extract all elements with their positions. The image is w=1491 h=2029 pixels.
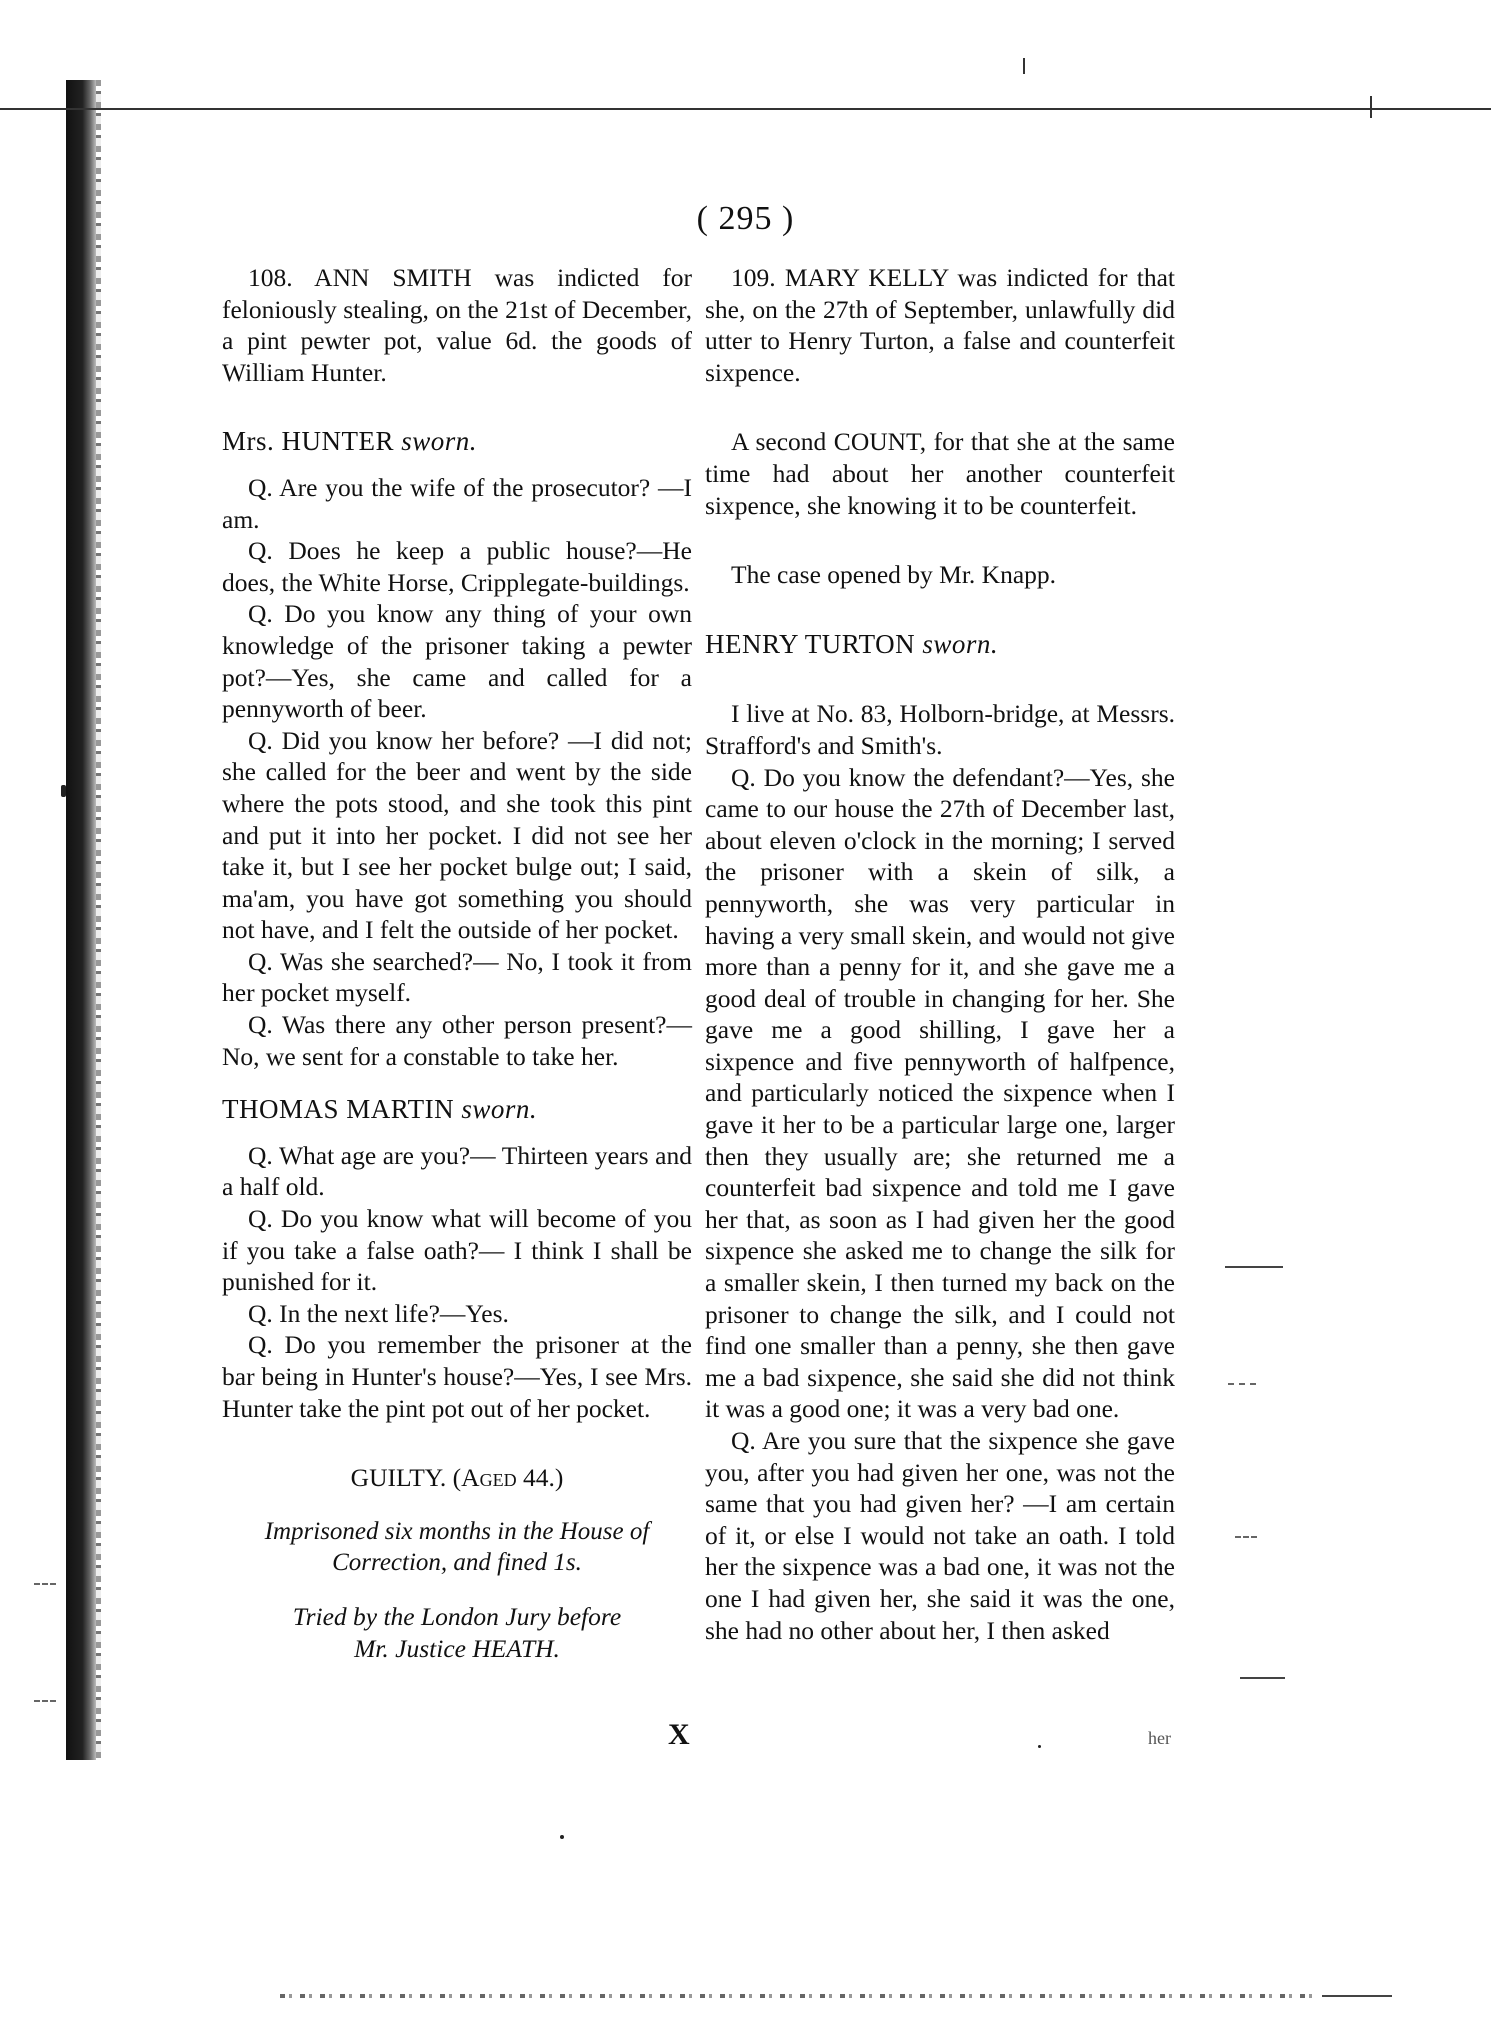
testimony-paragraph: Q. In the next life?—Yes. [248, 1298, 509, 1328]
margin-rule [1225, 1266, 1283, 1268]
witness-heading-turton [705, 629, 1175, 661]
testimony-paragraph: Q. Was there any other person present?—No, we sent for a constable to take her. [222, 1010, 692, 1071]
witness-heading-martin [222, 1094, 692, 1126]
margin-rule [1322, 1995, 1392, 1997]
right-column [705, 262, 1175, 1646]
scan-mark [1370, 96, 1372, 118]
scan-speck [1038, 1745, 1041, 1748]
margin-dash [1235, 1536, 1257, 1538]
witness-name: THOMAS MARTIN [222, 1094, 455, 1125]
scan-top-rule [0, 108, 1491, 110]
margin-rule [1240, 1677, 1285, 1679]
testimony-paragraph: Q. Does he keep a public house?—He does, the White Horse, Cripplegate-buildings. [222, 536, 692, 597]
second-count: A second COUNT, for that she at the same time had about her another counterfeit sixpence, she knowing it to be counterfeit. [705, 427, 1175, 520]
testimony-paragraph: Q. Do you remember the prisoner at the bar being in Hunter's house?—Yes, I see Mrs. Hunter take the pint pot out of her pocket. [222, 1330, 692, 1423]
testimony-paragraph: Q. Was she searched?— No, I took it from her pocket myself. [222, 946, 692, 1008]
case-opened: The case opened by Mr. Knapp. [731, 560, 1057, 590]
testimony-paragraph: Q. Did you know her before? —I did not; she called for the beer and went by the side where the pots stood, and she took this pint and put it into her pocket. I did not see her take it, but I see her pocket bulge out; I said, ma'am, you have got something you should not have, and I felt the outside of her pocket. [222, 725, 692, 945]
testimony-paragraph: I live at No. 83, Holborn-bridge, at Messrs. Strafford's and Smith's. [705, 699, 1175, 760]
scan-speck [61, 785, 66, 797]
margin-dash [1228, 1383, 1256, 1385]
testimony-paragraph: Q. Are you the wife of the prosecutor? —I am. [222, 472, 692, 534]
testimony-paragraph: Q. Do you know any thing of your own knowledge of the prisoner taking a pewter pot?—Yes, she came and called for a pennyworth of beer. [222, 599, 692, 724]
tried-by-line: Tried by the London Jury before [292, 1601, 622, 1631]
testimony-paragraph: Q. Are you sure that the sixpence she gave you, after you had given her one, was not the same that you had given her? —I am certain of it, or else I would not take an oath. I told her the sixpence was a bad one, it was not the one I had given her, she said it was the one, she had no other about her, I then asked [705, 1426, 1175, 1645]
signature-mark: X [668, 1718, 690, 1751]
sworn-label: sworn. [922, 628, 999, 659]
scan-mark [1023, 58, 1025, 74]
sentence: Imprisoned six months in the House of Correction, and fined 1s. [264, 1517, 650, 1577]
testimony-paragraph: Q. What age are you?— Thirteen years and a half old. [222, 1140, 692, 1202]
verdict: GUILTY. (Aged 44.) [350, 1463, 564, 1493]
case-108-indictment: 108. ANN SMITH was indicted for feloniously stealing, on the 21st of December, a pint pewter pot, value 6d. the goods of William Hunter. [222, 263, 692, 387]
witness-heading-hunter [222, 426, 692, 458]
spine-edge-texture [96, 80, 101, 1760]
left-column [222, 262, 692, 1664]
margin-dash [34, 1700, 56, 1702]
witness-name: HENRY TURTON [705, 628, 916, 659]
margin-dash [34, 1583, 56, 1585]
catchword: her [1148, 1728, 1171, 1748]
testimony-paragraph: Q. Do you know what will become of you if you take a false oath?— I think I shall be punished for it. [222, 1204, 692, 1297]
scan-bottom-noise [280, 1994, 1320, 1998]
scan-speck [560, 1835, 564, 1839]
sworn-label: sworn. [401, 426, 478, 457]
judge-line: Mr. Justice HEATH. [354, 1633, 560, 1663]
witness-name: Mrs. HUNTER [222, 426, 394, 457]
testimony-paragraph: Q. Do you know the defendant?—Yes, she came to our house the 27th of December last, about eleven o'clock in the morning; I served the prisoner with a skein of silk, a pennyworth, she was very particular in having a very small skein, and would not give more than a penny for it, and she gave me a good deal of trouble in changing for her. She gave me a good shilling, I gave her a sixpence and five pennyworth of halfpence, and particularly noticed the sixpence when I gave it her to be a particular large one, larger then they usually are; she returned me a counterfeit bad sixpence and told me I gave her that, as soon as I had given her the good sixpence she asked me to change the silk for a smaller skein, I then turned my back on the prisoner to change the silk, and I could not find one smaller than a penny, she then gave me a bad sixpence, she said she did not think it was a good one; it was a very bad one. [705, 762, 1175, 1424]
case-109-indictment: 109. MARY KELLY was indicted for that she, on the 27th of September, unlawfully did utter to Henry Turton, a false and counterfeit sixpence. [705, 263, 1175, 387]
sworn-label: sworn. [461, 1094, 538, 1125]
book-spine-shadow [66, 80, 96, 1760]
page-number: ( 295 ) [696, 200, 795, 237]
